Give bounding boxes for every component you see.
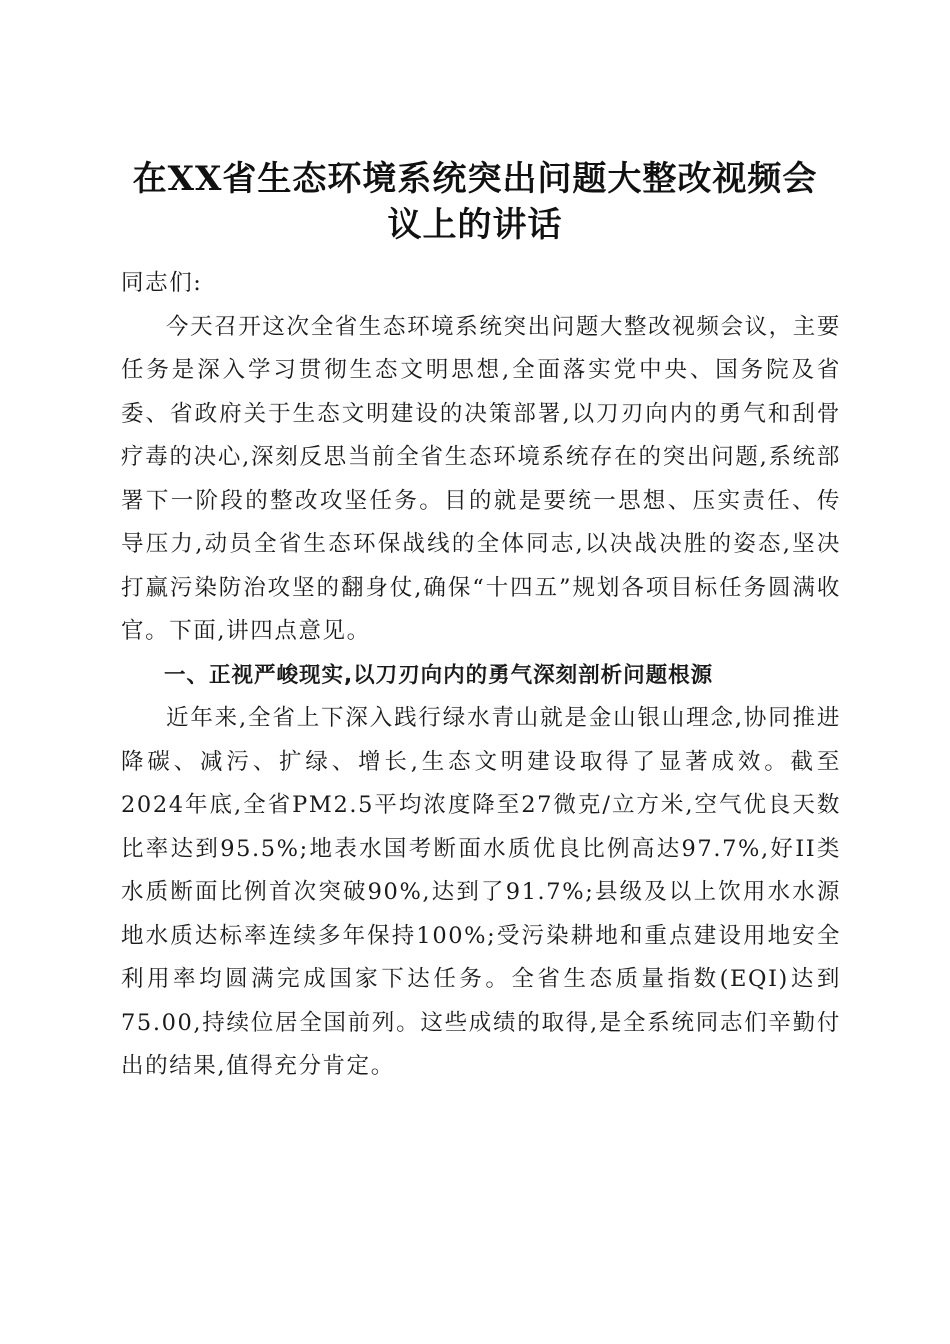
section-heading-1: 一、正视严峻现实,以刀刃向内的勇气深刻剖析问题根源 (164, 662, 714, 688)
document-body (121, 262, 841, 1089)
salutation: 同志们: (121, 270, 203, 296)
title-line-2: 议上的讲话 (387, 204, 563, 245)
paragraph-intro: 今天召开这次全省生态环境系统突出问题大整改视频会议，主要任务是深入学习贯彻生态文明思想,全面落实党中央、国务院及省委、省政府关于生态文明建设的决策部署,以刀刃向内的勇气和刮骨疗毒的决心,深刻反思当前全省生态环境系统存在的突出问题,系统部署下一阶段的整改攻坚任务。目的就是要统一思想、压实责任、传导压力,动员全省生态环保战线的全体同志,以决战决胜的姿态,坚决打赢污染防治攻坚的翻身仗,确保“十四五”规划各项目标任务圆满收官。下面,讲四点意见。 (121, 313, 841, 644)
document-title (100, 156, 850, 248)
paragraph-achievements: 近年来,全省上下深入践行绿水青山就是金山银山理念,协同推进降碳、减污、扩绿、增长,生态文明建设取得了显著成效。截至2024年底,全省PM2.5平均浓度降至27微克/立方米,空气优良天数比率达到95.5%;地表水国考断面水质优良比例高达97.7%,好II类水质断面比例首次突破90%,达到了91.7%;县级及以上饮用水水源地水质达标率连续多年保持100%;受污染耕地和重点建设用地安全利用率均圆满完成国家下达任务。全省生态质量指数(EQI)达到75.00,持续位居全国前列。这些成绩的取得,是全系统同志们辛勤付出的结果,值得充分肯定。 (121, 705, 841, 1079)
title-line-1: 在XX省生态环境系统突出问题大整改视频会 (132, 158, 818, 199)
